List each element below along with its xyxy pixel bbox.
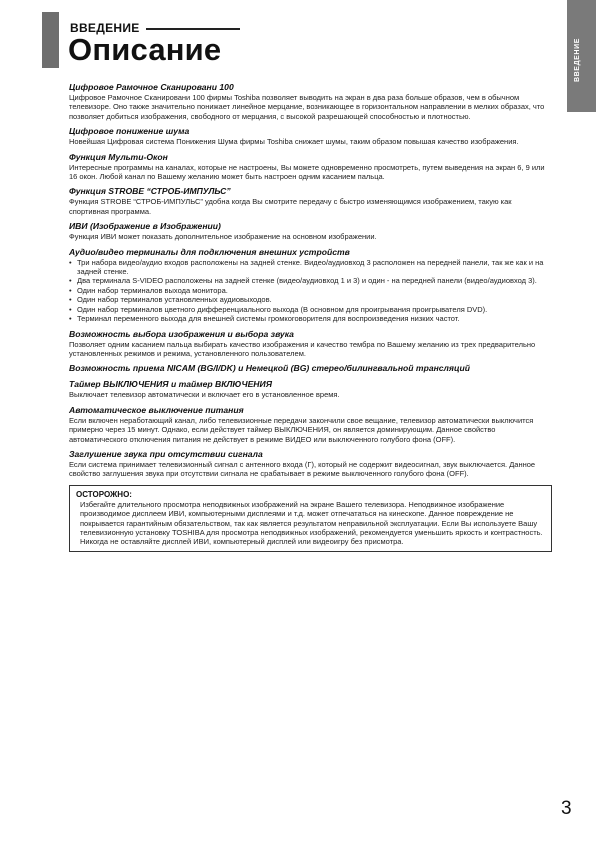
list-item: • Два терминала S-VIDEO расположены на задней стенке (видео/аудиовход 1 и 3) и один - на передней панели (видео/аудиовход 3). [69,276,552,285]
section-text: Функция STROBE “СТРОБ-ИМПУЛЬС” удобна когда Вы смотрите передачу с быстро изменяющимся изображением, такую как спортивная программа. [69,197,512,216]
page-content [69,82,552,552]
list-item: • Три набора видео/аудио входов расположены на задней стенке. Видео/аудиовход 3 расположен на передней панели, так же как и на задней стенке. [69,258,552,277]
kicker-rule [146,28,240,30]
section-heading: Аудио/видео терминалы для подключения внешних устройств [69,246,350,257]
warning-title: ОСТОРОЖНО: [76,489,132,499]
section-heading: Функция STROBE “СТРОБ-ИМПУЛЬС” [69,186,231,197]
page-number: 3 [561,798,572,819]
terminal-list [69,258,552,324]
page-title: Описание [68,32,222,67]
section-heading: Автоматическое выключение питания [69,404,244,415]
list-item: • Один набор терминалов выхода монитора. [69,286,552,295]
section-text: Новейшая Цифровая система Понижения Шума фирмы Toshiba снижает шумы, таким образом повышая качество изображения. [69,137,519,147]
section-noise-reduction [69,126,552,146]
section-auto-power-off [69,405,552,444]
section-text: Функция ИВИ может показать дополнительное изображение на основном изображении. [69,232,377,242]
section-heading: Цифровое понижение шума [69,126,190,137]
section-text: Если система принимает телевизионный сигнал с антенного входа (Г), который не содержит видеосигнал, звук выключается. Данное свойство заглушения звука при отсутствии сигнала не срабатывает в режиме выключенного голубого фона (OFF). [69,459,536,479]
section-heading: Функция Мульти-Окон [69,151,168,162]
section-heading: Таймер ВЫКЛЮЧЕНИЯ и таймер ВКЛЮЧЕНИЯ [69,379,272,390]
section-heading: Возможность выбора изображения и выбора звука [69,328,294,339]
section-picture-sound [69,329,552,359]
section-pip [69,221,552,241]
section-heading: Заглушение звука при отсутствии сигнала [69,448,263,459]
section-heading: Цифровое Рамочное Сканировани 100 [69,82,234,92]
list-item: • Один набор терминалов установленных аудиовыходов. [69,295,552,304]
section-mute-no-signal [69,449,552,479]
section-text: Цифровое Рамочное Сканировани 100 фирмы Toshiba позволяет выводить на экран в два раза больше образов, чем в обычном телевизоре. Оно также значительно понижает линейное мерцание, возникающее в горизонтальном направлении в мелких образах, что позволяет добиться изображения, свободного от мерцания, с высокой разрешающей способностью и плотностью. [69,93,545,121]
list-item: • Терминал переменного выхода для внешней системы громкоговорителя для воспроизведения низких частот. [69,314,552,323]
section-text: Интересные программы на каналах, которые не настроены, Вы можете одновременно просмотреть, путем выведения на экран 6, 9 или 16 окон. Любой канал по Вашему желанию может быть настроен одним касанием пальца. [69,162,545,182]
section-strobe [69,186,552,216]
header-accent-bar [42,12,59,68]
section-nicam [69,363,552,374]
side-tab-label: ВВЕДЕНИЕ [574,38,581,82]
section-heading: Возможность приема NICAM (BG/I/DK) и Немецкой (BG) стерео/билингвальной трансляций [69,363,471,374]
list-item: • Один набор терминалов цветного дифференциального выхода (В основном для проигрывания проигрывателя DVD). [69,305,552,314]
section-text: Если включен неработающий канал, либо телевизионные передачи закончили свое вещание, телевизор автоматически выключится примерно через 15 минут. Однако, если действует таймер ВЫКЛЮЧЕНИЯ, он является доминирующим. Данное свойство автоматического отключения питания не действует в режиме ВИДЕО или выключенного голубого фона (OFF). [69,415,534,444]
section-text: Выключает телевизор автоматически и включает его в установленное время. [69,390,340,400]
warning-text: Избегайте длительного просмотра неподвижных изображений на экране Вашего телевизора. Неподвижное изображение производимое дисплеем ИВИ, компьютерными дисплеями и т.д. может отпечататься на кинескопе. Данное повреждение не покрывается гарантийным обязательством, так как является результатом неправильной эксплуатации. Если Вы используете Вашу телевизионную установку TOSHIBA для просмотра неподвижных изображений, рекомендуется уменьшить яркость и контрастность. Никогда не оставляйте дисплей ИВИ, компьютерный дисплей или видеоигру без присмотра. [80,499,543,547]
warning-box [69,485,552,552]
section-av-terminals [69,247,552,324]
section-text: Позволяет одним касанием пальца выбирать качество изображения и качество тембра по Вашему желанию из трех предварительно установленных режимов и режима, установленного пользователем. [69,339,536,358]
section-frame-scanning [69,82,552,121]
section-multi-window [69,152,552,182]
section-kicker: ВВЕДЕНИЕ [70,21,140,35]
section-timer [69,379,552,399]
section-heading: ИВИ (Изображение в Изображении) [69,221,221,232]
